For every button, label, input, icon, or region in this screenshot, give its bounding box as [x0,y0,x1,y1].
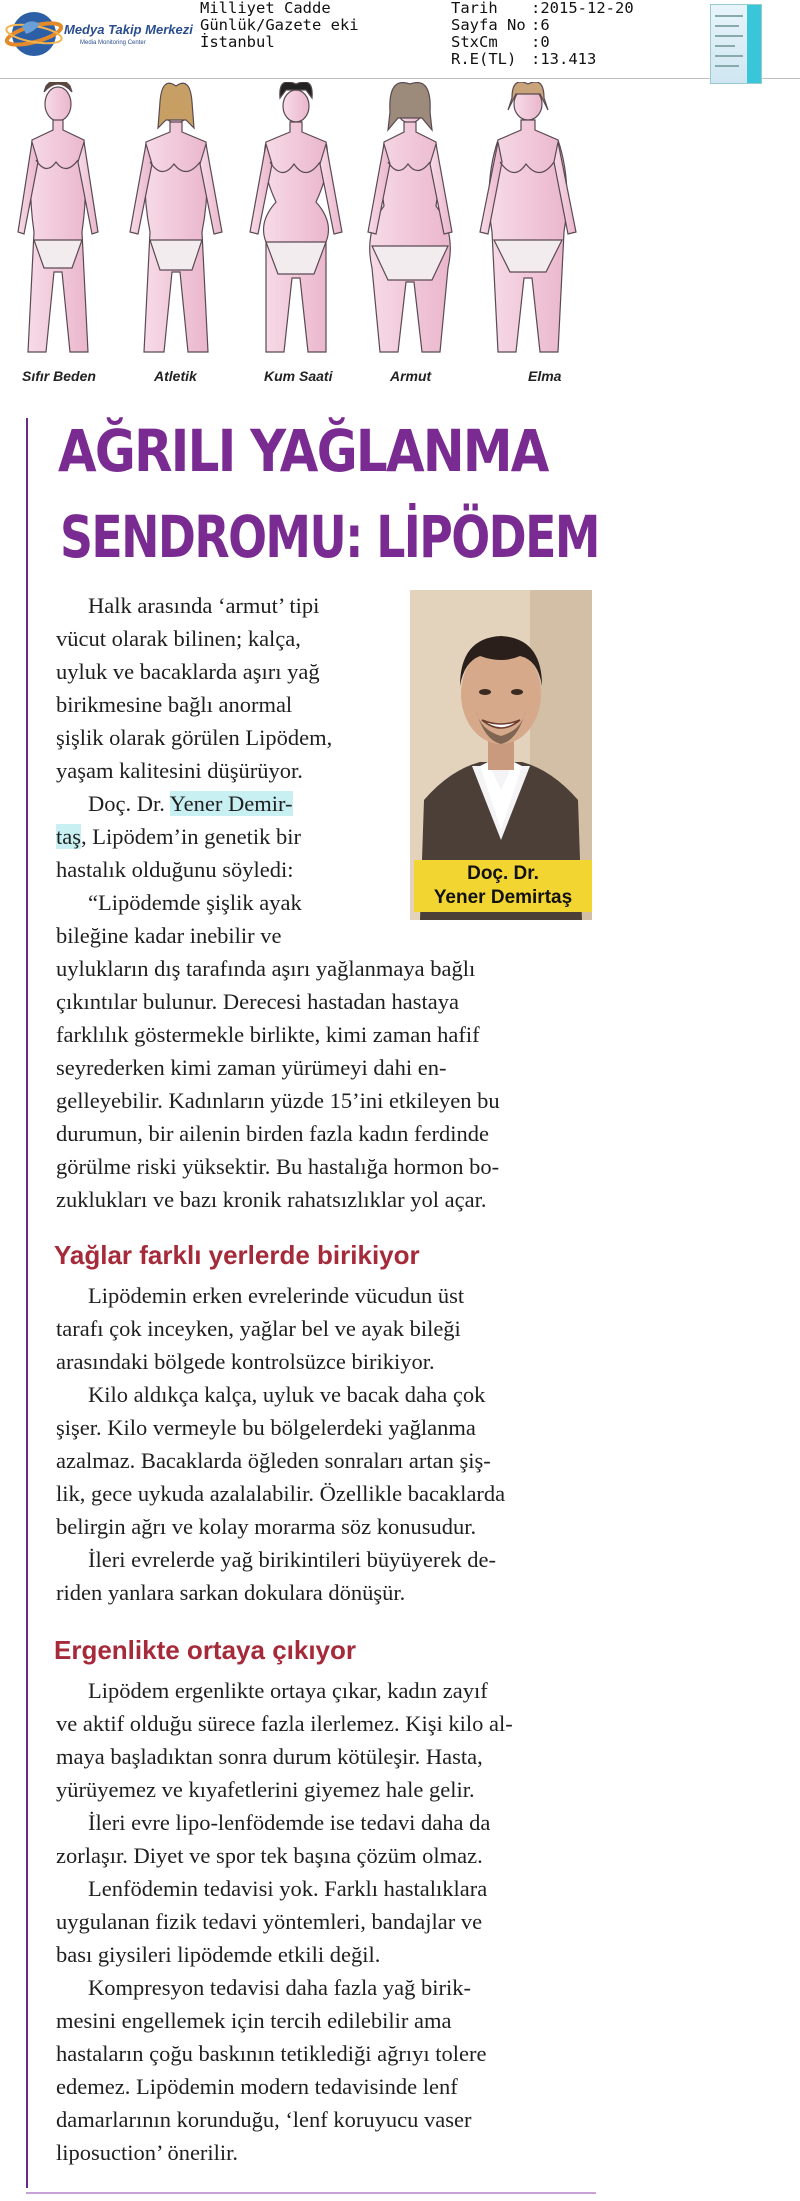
meta-value: :6 [531,16,550,34]
text-line: durumun, bir ailenin birden fazla kadın ferdinde [56,1121,489,1146]
text-line: maya başladıktan sonra durum kötüleşir. Hasta, [56,1744,483,1769]
logo [4,4,194,66]
publication-type: Günlük/Gazete eki [200,16,359,34]
text-line: lik, gece uykuda azalalabilir. Özellikle bacaklarda [56,1481,506,1506]
meta-value: :13.413 [531,50,597,68]
text-fragment: , Lipödem’in genetik bir [81,824,301,849]
text-line: bileğine kadar inebilir ve [56,923,282,948]
publication-info [200,0,359,51]
highlighted-name: Yener Demir- [169,791,293,816]
text-line: Kompresyon tedavisi daha fazla yağ birik- [88,1975,471,2000]
body-shapes-figure-icon [0,82,600,372]
clipping-header [0,0,800,79]
text-line: Halk arasında ‘armut’ tipi [88,593,320,618]
meta-value: :0 [531,33,550,51]
text-line: çıkıntılar bulunur. Derecesi hastadan hastaya [56,989,459,1014]
text-line: azalmaz. Bacaklarda öğleden sonraları artan şiş- [56,1448,491,1473]
publication-city: İstanbul [200,33,275,51]
text-fragment: Doç. Dr. [88,791,170,816]
text-line: İleri evre lipo-lenfödemde ise tedavi daha da [88,1810,491,1835]
text-line: uyluk ve bacaklarda aşırı yağ [56,659,320,684]
text-line [56,787,500,820]
caption-name: Yener Demirtaş [433,887,573,908]
publication-name: Milliyet Cadde [200,0,331,17]
body-type-label: Atletik [154,368,197,384]
globe-logo-icon [4,4,64,64]
page-thumbnail[interactable] [710,4,762,84]
text-line: zuklukları ve bazı kronik rahatsızlıklar yol açar. [56,1187,487,1212]
text-line: yaşam kalitesini düşürüyor. [56,758,303,783]
logo-subtext: Media Monitoring Center [80,40,146,46]
subheading: Yağlar farklı yerlerde birikiyor [54,1240,420,1270]
text-line: şişlik olarak görülen Lipödem, [56,725,333,750]
text-line: liposuction’ önerilir. [56,2140,239,2165]
text-line: “Lipödemde şişlik ayak [88,890,302,915]
article-left-rule [26,418,28,2188]
body-type-label: Kum Saati [264,368,333,384]
text-line: Lenfödemin tedavisi yok. Farklı hastalıklara [88,1876,488,1901]
text-line: Lipödemin erken evrelerinde vücudun üst [88,1283,465,1308]
title-line: AĞRILI YAĞLANMA [58,417,548,485]
text-line: riden yanlara sarkan dokulara dönüşür. [56,1580,406,1605]
bottom-rule [26,2192,596,2194]
text-line: hastaların çoğu baskının tetiklediği ağrıyı tolere [56,2041,487,2066]
text-line: uygulanan fizik tedavi yöntemleri, bandajlar ve [56,1909,483,1934]
body-type-illustration [0,82,600,392]
meta-key: R.E(TL) [451,50,517,68]
text-line: belirgin ağrı ve kolay morarma söz konusudur. [56,1514,477,1539]
body-type-label: Armut [390,368,432,384]
logo-text: Medya Takip Merkezi [64,22,193,37]
highlighted-name: taş [56,824,81,849]
meta-key: Tarih [451,0,498,17]
text-line: uylukların dış tarafında aşırı yağlanmaya bağlı [56,956,476,981]
text-line: bası giysileri lipödemde etkili değil. [56,1942,381,1967]
section-2-paragraph [56,1674,513,2169]
text-line: edemez. Lipödemin modern tedavisinde lenf [56,2074,458,2099]
body-type-label: Elma [528,368,562,384]
section-1-paragraph [56,1279,505,1609]
text-line: gelleyebilir. Kadınların yüzde 15’ini etkileyen bu [56,1088,500,1113]
meta-key: Sayfa No [451,16,526,34]
clipping-meta [451,0,634,68]
caption-title: Doç. Dr. [467,863,539,884]
meta-row [451,34,634,51]
meta-row [451,17,634,34]
text-line: görülme riski yüksektir. Bu hastalığa hormon bo- [56,1154,500,1179]
text-line: arasındaki bölgede kontrolsüzce birikiyor. [56,1349,435,1374]
intro-paragraph [56,589,500,1216]
text-line: farklılık göstermekle birlikte, kimi zaman hafif [56,1022,480,1047]
meta-value: :2015-12-20 [531,0,634,17]
text-line: Lipödem ergenlikte ortaya çıkar, kadın zayıf [88,1678,488,1703]
title-line: SENDROMU: LİPÖDEM [60,503,599,571]
text-line: mesini engellemek için tercih edilebilir ama [56,2008,452,2033]
text-line: ve aktif olduğu sürece fazla ilerlemez. Kişi kilo al- [56,1711,513,1736]
text-line [56,820,500,853]
text-line: şişer. Kilo vermeyle bu bölgelerdeki yağlanma [56,1415,476,1440]
body-type-label: Sıfır Beden [22,368,96,384]
text-line: vücut olarak bilinen; kalça, [56,626,301,651]
text-line: seyrederken kimi zaman yürümeyi dahi en- [56,1055,447,1080]
text-line: İleri evrelerde yağ birikintileri büyüyerek de- [88,1547,496,1572]
text-line: yürüyemez ve kıyafetlerini giyemez hale gelir. [56,1777,475,1802]
meta-key: StxCm [451,33,498,51]
text-line: zorlaşır. Diyet ve spor tek başına çözüm olmaz. [56,1843,483,1868]
text-line: damarlarının korunduğu, ‘lenf koruyucu vaser [56,2107,472,2132]
text-line: Kilo aldıkça kalça, uyluk ve bacak daha çok [88,1382,486,1407]
subheading: Ergenlikte ortaya çıkıyor [54,1635,357,1665]
text-line: hastalık olduğunu söyledi: [56,857,294,882]
text-line: birikmesine bağlı anormal [56,692,293,717]
meta-row [451,51,634,68]
meta-row [451,0,634,17]
text-line: tarafı çok inceyken, yağlar bel ve ayak bileği [56,1316,461,1341]
